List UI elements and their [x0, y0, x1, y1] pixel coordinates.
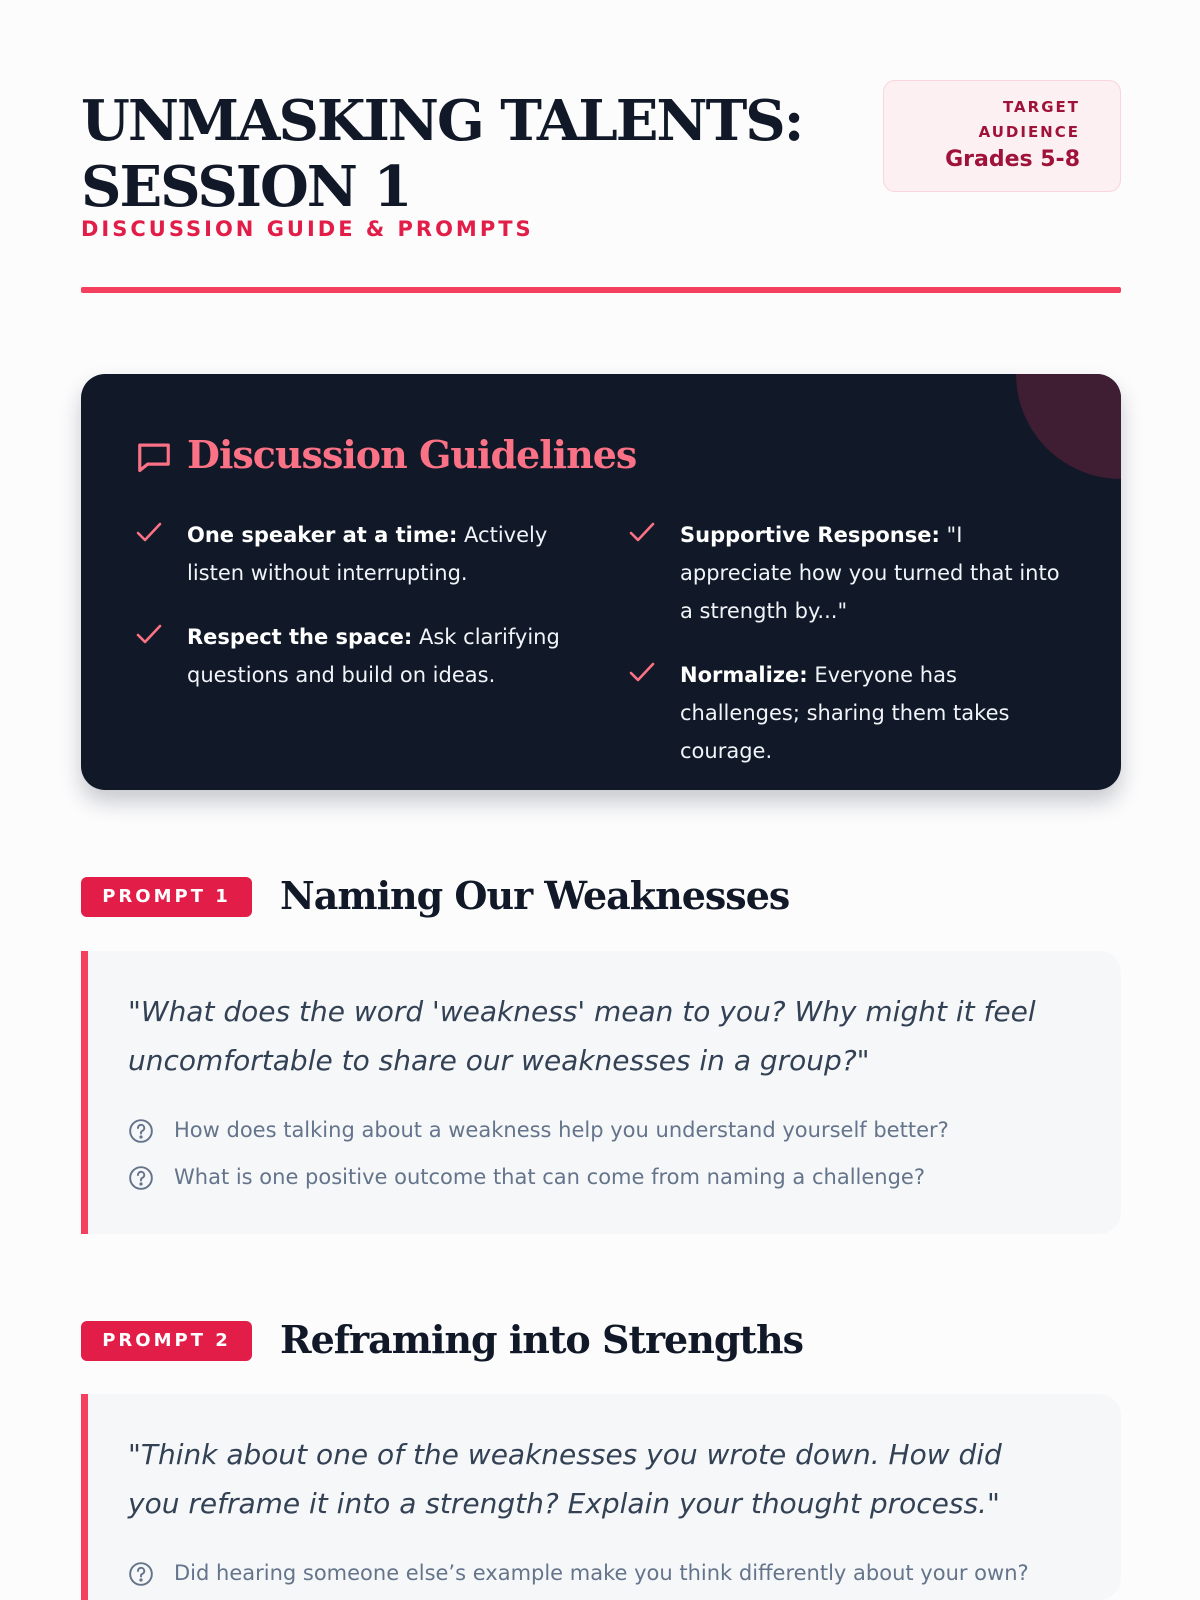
- question-circle-icon: [128, 1165, 154, 1191]
- audience-value: Grades 5-8: [945, 147, 1080, 172]
- guideline-text: [187, 516, 577, 592]
- guideline-text: [187, 618, 577, 694]
- followup-text: Did hearing someone else’s example make you think differently about your own?: [174, 1561, 1029, 1585]
- followup-question: [128, 1161, 1088, 1193]
- followup-text: How does talking about a weakness help you understand yourself better?: [174, 1118, 949, 1142]
- prompt-title: Naming Our Weaknesses: [280, 873, 790, 918]
- page-subtitle: DISCUSSION GUIDE & PROMPTS: [81, 217, 534, 241]
- check-icon: [628, 660, 656, 686]
- question-circle-icon: [128, 1561, 154, 1587]
- prompt-title: Reframing into Strengths: [280, 1317, 803, 1362]
- guideline-description: Actively listen without interrupting.: [187, 523, 548, 585]
- check-icon: [135, 520, 163, 546]
- guideline-label: Supportive Response:: [680, 523, 940, 547]
- guideline-description: "I appreciate how you turned that into a strength by...": [680, 523, 1060, 623]
- guideline-text: [680, 516, 1070, 630]
- audience-label-line-1: TARGET: [1002, 98, 1080, 116]
- question-circle-icon: [128, 1118, 154, 1144]
- prompt-question: "What does the word 'weakness' mean to you? Why might it feel uncomfortable to share our weaknesses in a group?": [128, 995, 1036, 1077]
- title-line-2: SESSION 1: [81, 154, 411, 220]
- chat-bubble-icon: [135, 438, 173, 476]
- guideline-label: Respect the space:: [187, 625, 413, 649]
- check-icon: [135, 622, 163, 648]
- followup-text: What is one positive outcome that can come from naming a challenge?: [174, 1165, 925, 1189]
- title-line-1: UNMASKING TALENTS:: [81, 88, 803, 154]
- target-audience-box: [883, 80, 1121, 192]
- header: [81, 80, 1121, 295]
- guidelines-title: Discussion Guidelines: [187, 432, 637, 477]
- page-title: [81, 88, 802, 220]
- discussion-guide-page: [81, 0, 1121, 1600]
- check-icon: [628, 520, 656, 546]
- prompt-2-card: [81, 1394, 1121, 1600]
- followup-question: [128, 1114, 1088, 1146]
- corner-decoration: [1016, 374, 1121, 479]
- header-divider: [81, 287, 1121, 293]
- guideline-description: Everyone has challenges; sharing them takes courage.: [680, 663, 1010, 763]
- guideline-description: Ask clarifying questions and build on ideas.: [187, 625, 560, 687]
- discussion-guidelines-card: [81, 374, 1121, 790]
- guideline-label: Normalize:: [680, 663, 808, 687]
- guideline-text: [680, 656, 1070, 770]
- prompt-1-card: [81, 951, 1121, 1234]
- followup-question: [128, 1557, 1088, 1589]
- prompt-question: "Think about one of the weaknesses you wrote down. How did you reframe it into a strength? Explain your thought process.": [128, 1438, 1002, 1520]
- audience-label-line-2: AUDIENCE: [978, 123, 1080, 141]
- guideline-label: One speaker at a time:: [187, 523, 458, 547]
- prompt-badge: PROMPT 2: [81, 1321, 252, 1361]
- prompt-badge: PROMPT 1: [81, 877, 252, 917]
